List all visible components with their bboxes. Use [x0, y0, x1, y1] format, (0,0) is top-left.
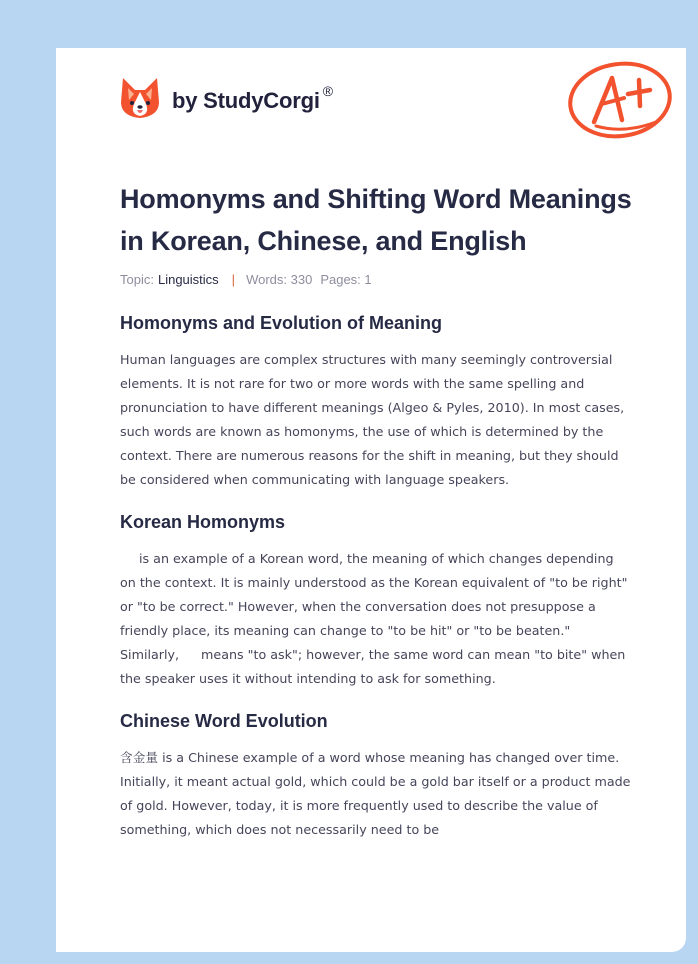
brand-text: by StudyCorgi [172, 88, 320, 113]
section-paragraph: Human languages are complex structures with many seemingly controversial elements. It is not rare for two or more words with the same spelling and pronunciation to have different meanings (Algeo & Pyles, 2010). In most cases, such words are known as homonyms, the use of which is determined by the context. There are numerous reasons for the shift in meaning, but they should be considered when communicating with language speakers. [120, 352, 625, 487]
registered-mark: ® [322, 83, 333, 99]
studycorgi-logo[interactable] [120, 76, 333, 120]
word-count: Words: 330 [246, 272, 313, 287]
paragraph-text: is an example of a Korean word, the meaning of which changes depending on the context. It is mainly understood as the Korean equivalent of "to be right" or "to be correct." However, when the conversation does not presuppose a friendly place, its meaning can change to "to be hit" or "to be beaten." Similarly, [120, 551, 628, 662]
section-heading: Homonyms and Evolution of Meaning [120, 313, 443, 333]
paragraph-text: means "to ask"; however, the same word can mean "to bite" when the speaker uses it without intending to ask for something. [120, 647, 626, 686]
page-count: Pages: 1 [320, 272, 372, 287]
article-content [120, 178, 632, 842]
header [120, 76, 650, 146]
corgi-icon [120, 76, 160, 120]
document-card [56, 48, 686, 952]
section-heading: Korean Homonyms [120, 512, 286, 532]
section-paragraph [120, 547, 632, 691]
brand-name [172, 83, 333, 114]
topic-link[interactable]: Linguistics [157, 272, 219, 287]
page-title: Homonyms and Shifting Word Meanings in Korean, Chinese, and English [120, 184, 632, 256]
section-paragraph: 含金量 is a Chinese example of a word whose meaning has changed over time. Initially, it meant actual gold, which could be a gold bar itself or a product made of gold. However, today, it is more frequently used to describe the value of something, which does not necessarily need to be [120, 750, 631, 837]
a-plus-grade-icon [566, 58, 676, 145]
article-meta [120, 272, 632, 287]
meta-separator: | [231, 272, 236, 287]
section-heading: Chinese Word Evolution [120, 711, 328, 731]
topic-label: Topic: [120, 272, 154, 287]
